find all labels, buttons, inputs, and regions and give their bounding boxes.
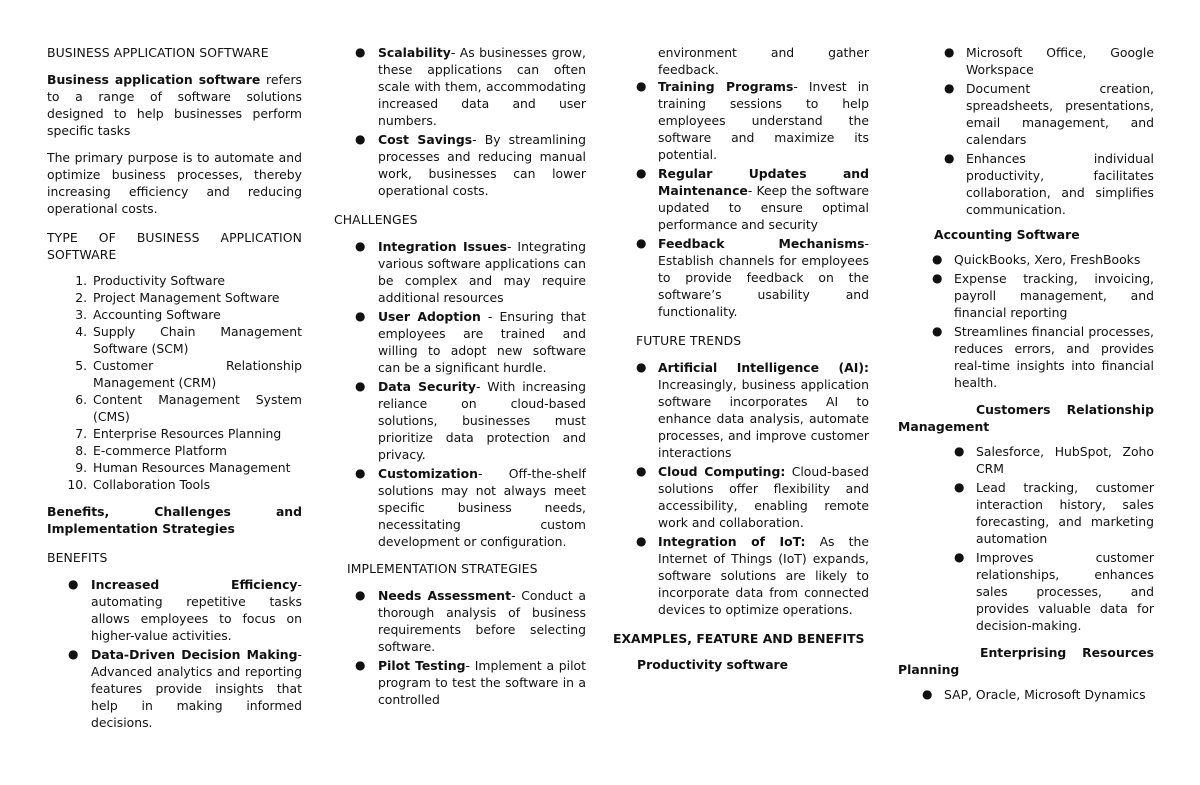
document-title: BUSINESS APPLICATION SOFTWARE	[47, 45, 269, 60]
item-text: - Off-the-shelf solutions may not always meet specific business needs, necessitating custom development or configuration.	[378, 466, 586, 549]
item-text: - Keep the software updated to ensure optimal performance and security	[658, 183, 869, 232]
item-text: - Integrating various software applications can be complex and may require additional resources	[378, 239, 586, 305]
list-item	[334, 131, 586, 199]
item-term: Needs Assessment	[378, 588, 512, 603]
bullet-icon: ●	[355, 379, 366, 393]
trends-heading: FUTURE TRENDS	[636, 333, 742, 348]
bullet-icon: ●	[922, 687, 933, 701]
bullet-icon: ●	[636, 464, 647, 478]
list-item	[334, 238, 586, 306]
item-text: Enhances individual productivity, facilitates collaboration, and simplifies communication.	[966, 151, 1154, 217]
productivity-list	[898, 44, 1154, 218]
item-text: - Implement a pilot program to test the software in a controlled	[378, 658, 586, 707]
column-1	[47, 44, 302, 739]
item-term: Feedback Mechanisms	[658, 236, 865, 251]
item-text: Improves customer relationships, enhances sales processes, and provides valuable data for decision-making.	[976, 550, 1154, 633]
bullet-icon: ●	[355, 466, 366, 480]
item-text: Increasingly, business application software incorporates AI to enhance data analysis, automate processes, and improve customer interactions	[658, 377, 869, 460]
list-item	[334, 657, 586, 708]
list-item	[898, 44, 1154, 78]
item-text: - automating repetitive tasks allows employees to focus on higher-value activities.	[91, 577, 302, 643]
list-item: 2. Project Management Software	[91, 289, 302, 306]
bullet-icon: ●	[932, 271, 943, 285]
list-item	[898, 479, 1154, 547]
item-text: Document creation, spreadsheets, presentations, email management, and calendars	[966, 81, 1154, 147]
list-item: 9. Human Resources Management	[91, 459, 302, 476]
item-text: Lead tracking, customer interaction history, sales forecasting, and marketing automation	[976, 480, 1154, 546]
list-item	[613, 463, 869, 531]
item-term: Artificial Intelligence (AI):	[658, 360, 869, 375]
list-item: 5. Customer Relationship Management (CRM)	[91, 357, 302, 391]
list-item: 3. Accounting Software	[91, 306, 302, 323]
bullet-icon: ●	[636, 360, 647, 374]
item-text: Streamlines financial processes, reduces errors, and provides real-time insights into financial health.	[954, 324, 1154, 390]
bullet-icon: ●	[355, 658, 366, 672]
item-term: Integration Issues	[378, 239, 507, 254]
item-text: - By streamlining processes and reducing manual work, businesses can lower operational costs.	[378, 132, 586, 198]
list-item	[613, 359, 869, 461]
item-term: Customization	[378, 466, 478, 481]
bullet-icon: ●	[355, 309, 366, 323]
bullet-icon: ●	[355, 45, 366, 59]
list-item	[334, 587, 586, 655]
column-4	[898, 44, 1154, 711]
list-item	[898, 150, 1154, 218]
bullet-icon: ●	[636, 166, 647, 180]
list-item	[334, 465, 586, 550]
implementation-list	[334, 587, 586, 708]
productivity-heading: Productivity software	[637, 657, 789, 672]
crm-heading: Customers Relationship Management	[898, 402, 1154, 434]
item-term: Data Security	[378, 379, 476, 394]
item-text: - Conduct a thorough analysis of business requirements before selecting software.	[378, 588, 586, 654]
item-term: Pilot Testing	[378, 658, 466, 673]
item-term: User Adoption	[378, 309, 481, 324]
bullet-icon: ●	[932, 324, 943, 338]
bullet-icon: ●	[954, 480, 965, 494]
list-item: 7. Enterprise Resources Planning	[91, 425, 302, 442]
bullet-icon: ●	[355, 239, 366, 253]
bullet-icon: ●	[944, 45, 955, 59]
item-term: Data-Driven Decision Making	[91, 647, 298, 662]
item-text: Microsoft Office, Google Workspace	[966, 45, 1154, 77]
implementation-continued: environment and gather feedback.	[658, 45, 869, 77]
item-text: - Ensuring that employees are trained and willing to adopt new software can be a significant hurdle.	[378, 309, 586, 375]
purpose-paragraph: The primary purpose is to automate and optimize business processes, thereby increasing efficiency and reducing operational costs.	[47, 150, 302, 216]
list-item	[47, 646, 302, 731]
list-item	[334, 308, 586, 376]
item-text: As the Internet of Things (IoT) expands, software solutions are likely to incorporate data from connected devices to optimize operations.	[658, 534, 869, 617]
intro-paragraph	[47, 71, 302, 139]
list-item	[898, 323, 1154, 391]
types-heading: TYPE OF BUSINESS APPLICATION SOFTWARE	[47, 230, 302, 262]
bullet-icon: ●	[355, 588, 366, 602]
list-item	[613, 78, 869, 163]
list-item	[613, 165, 869, 233]
challenges-list	[334, 238, 586, 550]
item-term: Training Programs	[658, 79, 794, 94]
item-text: - Invest in training sessions to help employees understand the software and maximize its potential.	[658, 79, 870, 162]
column-3	[613, 44, 869, 680]
list-item	[898, 686, 1154, 703]
bullet-icon: ●	[944, 81, 955, 95]
bullet-icon: ●	[636, 236, 647, 250]
item-term: Increased Efficiency	[91, 577, 298, 592]
accounting-heading: Accounting Software	[934, 227, 1080, 242]
list-item	[613, 235, 869, 320]
list-item	[334, 44, 586, 129]
bullet-icon: ●	[68, 577, 79, 591]
item-text: QuickBooks, Xero, FreshBooks	[954, 252, 1141, 267]
item-term: Scalability	[378, 45, 451, 60]
examples-heading: EXAMPLES, FEATURE AND BENEFITS	[613, 631, 865, 646]
implementation-heading: IMPLEMENTATION STRATEGIES	[347, 561, 538, 576]
intro-term: Business application software	[47, 72, 261, 87]
item-text: - With increasing reliance on cloud-based solutions, businesses must prioritize data protection and privacy.	[378, 379, 586, 462]
implementation-list-continued	[613, 78, 869, 320]
list-item: 4. Supply Chain Management Software (SCM)	[91, 323, 302, 357]
list-item	[613, 533, 869, 618]
bullet-icon: ●	[636, 534, 647, 548]
bullet-icon: ●	[954, 444, 965, 458]
list-item	[898, 549, 1154, 634]
intro-definition: refers to a range of software solutions designed to help businesses perform specific tasks	[47, 72, 302, 138]
item-text: - Advanced analytics and reporting features provide insights that help in making informed decisions.	[91, 647, 302, 730]
accounting-list	[898, 251, 1154, 391]
list-item: 1. Productivity Software	[91, 272, 302, 289]
item-text: Cloud-based solutions offer flexibility and accessibility, enabling remote work and collaboration.	[658, 464, 869, 530]
item-text: SAP, Oracle, Microsoft Dynamics	[944, 687, 1146, 702]
list-item: 6. Content Management System (CMS)	[91, 391, 302, 425]
trends-list	[613, 359, 869, 618]
section-heading: Benefits, Challenges and Implementation Strategies	[47, 504, 302, 536]
list-item	[47, 576, 302, 644]
list-item: 10. Collaboration Tools	[91, 476, 302, 493]
benefits-list-continued	[334, 44, 586, 199]
list-item	[898, 270, 1154, 321]
item-text: - Establish channels for employees to provide feedback on the software’s usability and functionality.	[658, 236, 869, 319]
item-term: Integration of IoT:	[658, 534, 806, 549]
item-text: - As businesses grow, these applications can often scale with them, accommodating increased data and user numbers.	[378, 45, 586, 128]
types-list	[47, 272, 302, 493]
challenges-heading: CHALLENGES	[334, 212, 418, 227]
bullet-icon: ●	[944, 151, 955, 165]
item-term: Regular Updates and Maintenance	[658, 166, 869, 198]
item-term: Cost Savings	[378, 132, 473, 147]
list-item	[334, 378, 586, 463]
list-item: 8. E-commerce Platform	[91, 442, 302, 459]
bullet-icon: ●	[932, 252, 943, 266]
bullet-icon: ●	[954, 550, 965, 564]
list-item	[898, 80, 1154, 148]
list-item	[898, 251, 1154, 268]
erp-heading: Enterprising Resources Planning	[898, 645, 1154, 677]
item-text: Salesforce, HubSpot, Zoho CRM	[976, 444, 1154, 476]
item-text: Expense tracking, invoicing, payroll management, and financial reporting	[954, 271, 1154, 320]
erp-list	[898, 686, 1154, 703]
column-2	[334, 44, 586, 716]
item-term: Cloud Computing:	[658, 464, 786, 479]
benefits-heading: BENEFITS	[47, 550, 108, 565]
bullet-icon: ●	[355, 132, 366, 146]
bullet-icon: ●	[636, 79, 647, 93]
bullet-icon: ●	[68, 647, 79, 661]
list-item	[898, 443, 1154, 477]
benefits-list	[47, 576, 302, 731]
crm-list	[898, 443, 1154, 634]
